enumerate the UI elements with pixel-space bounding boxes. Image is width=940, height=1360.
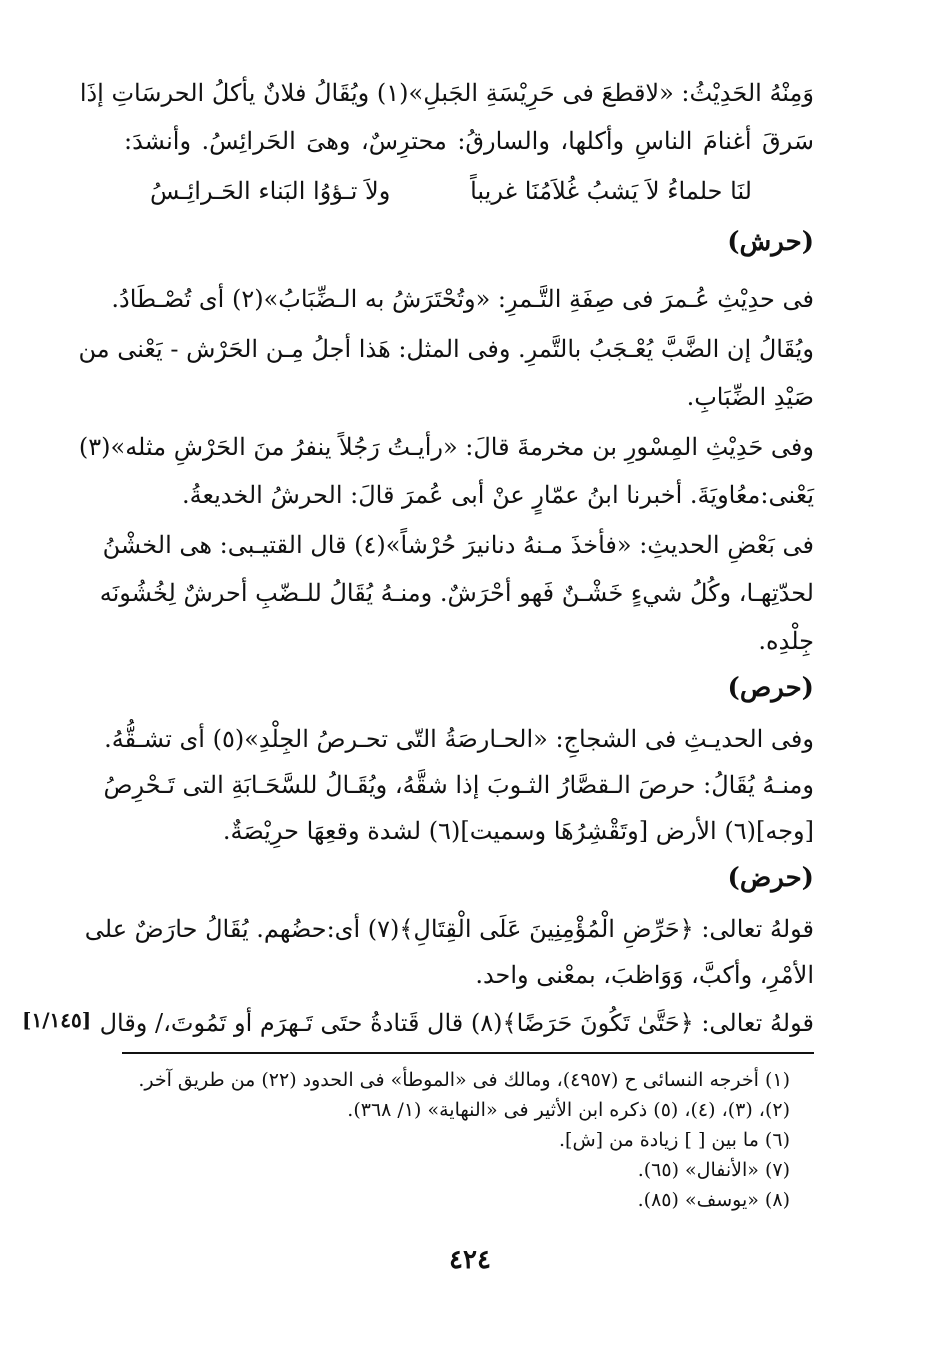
- body-line: وفى الحديـثِ فى الشجاجِ: «الحـارصَةُ التّى تحـرصُ الجِلْدِ»(٥) أى تشـقُّهُ.: [104, 725, 814, 753]
- body-line: وَمِنْهُ الحَدِيْثُ: «لاقطعَ فى حَرِيْسَةِ الجَبلِ»(١) ويُقَالُ فلانٌ يأكلُ الحرسَاتِ إذَا: [79, 79, 814, 107]
- entry-heading: (حرش): [727, 227, 814, 257]
- footnote: (٦) ما بين [ ] زيادة من [ش].: [559, 1129, 790, 1151]
- body-line: [وجه](٦) الأرض [وتَقْشِرُهَا وسميت](٦) لشدة وقعِهَا حرِيْصَةٌ.: [222, 817, 814, 845]
- verse-second-hemistich: ولاَ تـؤوُا البَناء الحَـرائِـسُ: [150, 177, 391, 205]
- footnote: (٨) «يوسف» (٨٥).: [637, 1189, 790, 1211]
- footnote: (٢)، (٣)، (٤)، (٥) ذكره ابن الأثير فى «النهاية» (١/ ٣٦٨).: [347, 1099, 790, 1121]
- entry-heading: (حرص): [727, 673, 814, 703]
- entry-heading: (حرض): [727, 863, 814, 893]
- body-line: قولهُ تعالى: ﴿حَرِّضِ الْمُؤْمِنِينَ عَلَى الْقِتَالِ﴾(٧) أى:حضُهم. يُقَالُ حارَضٌ على: [84, 915, 814, 943]
- verse-first-hemistich: لنَا حلماءُ لاَ يَشبُ غُلاَمُنَا غريباً: [470, 177, 752, 205]
- footnote-divider: [122, 1052, 814, 1054]
- footnote: (١) أخرجه النسائى ح (٤٩٥٧)، ومالك فى «الموطأ» فى الحدود (٢٢) من طريق آخر.: [138, 1069, 790, 1091]
- body-line: سَرقَ أغنامَ الناسِ وأكلها، والسارقُ: محترِسٌ، وهىَ الحَرائِسُ. وأنشدَ:: [124, 127, 814, 155]
- body-line: لحدّتِهـا، وكُلُ شيءٍ خَشْـنٌ فَهو أحْرَشٌ. ومنـهُ يُقَالُ للـضّبِ أحرشٌ لِخُشُونَه: [99, 579, 814, 607]
- body-line: ومنـهُ يُقَالُ: حرصَ الـقصَّارُ الثـوبَ إذا شقَّهُ، ويُقَـالُ للسَّحَـابَةِ التى تَـحْرِصُ: [103, 771, 814, 799]
- body-line: قولهُ تعالى: ﴿حَتَّىٰ تَكُونَ حَرَضًا﴾(٨) قال قَتادةُ حتَى تَـهرَم أو تَمُوتَ،/ وقال: [99, 1009, 814, 1037]
- body-line: يَعْنى:معُاويَةَ. أخبرنا ابنُ عمّارٍ عنْ أبى عُمرَ قالَ: الحرشُ الخديعةُ.: [182, 481, 814, 509]
- footnote: (٧) «الأنفال» (٦٥).: [637, 1159, 790, 1181]
- body-line: الأمْرِ، وأكبَّ، وَوَاظبَ، بمعْنى واحد.: [475, 961, 814, 989]
- body-line: ويُقَالُ إن الضَّبَّ يُعْـجَبُ بالتَّمرِ. وفى المثل: هَذا أجلُ مِـن الحَرْش - يَعْنى من: [78, 335, 814, 363]
- page-number: ٤٢٤: [449, 1245, 491, 1275]
- body-line: جِلْدِه.: [758, 627, 814, 655]
- body-line: فى بَعْضِ الحديثِ: «فأخذَ مـنهُ دنانيرَ حُرْشاً»(٤) قال القتيـبى: هى الخشْنُ: [102, 531, 814, 559]
- body-line: صَيْدِ الضِّبَابِ.: [686, 383, 814, 411]
- body-line: فى حدِيْثِ عُـمرَ فى صِفَةِ التَّـمرِ: «وتُحْتَرَشُ به الـضِّبَابُ»(٢) أى تُصْـطَادُ.: [111, 285, 814, 313]
- body-line: وفى حَدِيْثِ المِسْورِ بن مخرمةَ قالَ: «رأيـتُ رَجُلاً ينفرُ منَ الحَرْشِ مثله»(٣): [78, 433, 814, 461]
- margin-page-reference: [١/١٤٥]: [22, 1008, 92, 1032]
